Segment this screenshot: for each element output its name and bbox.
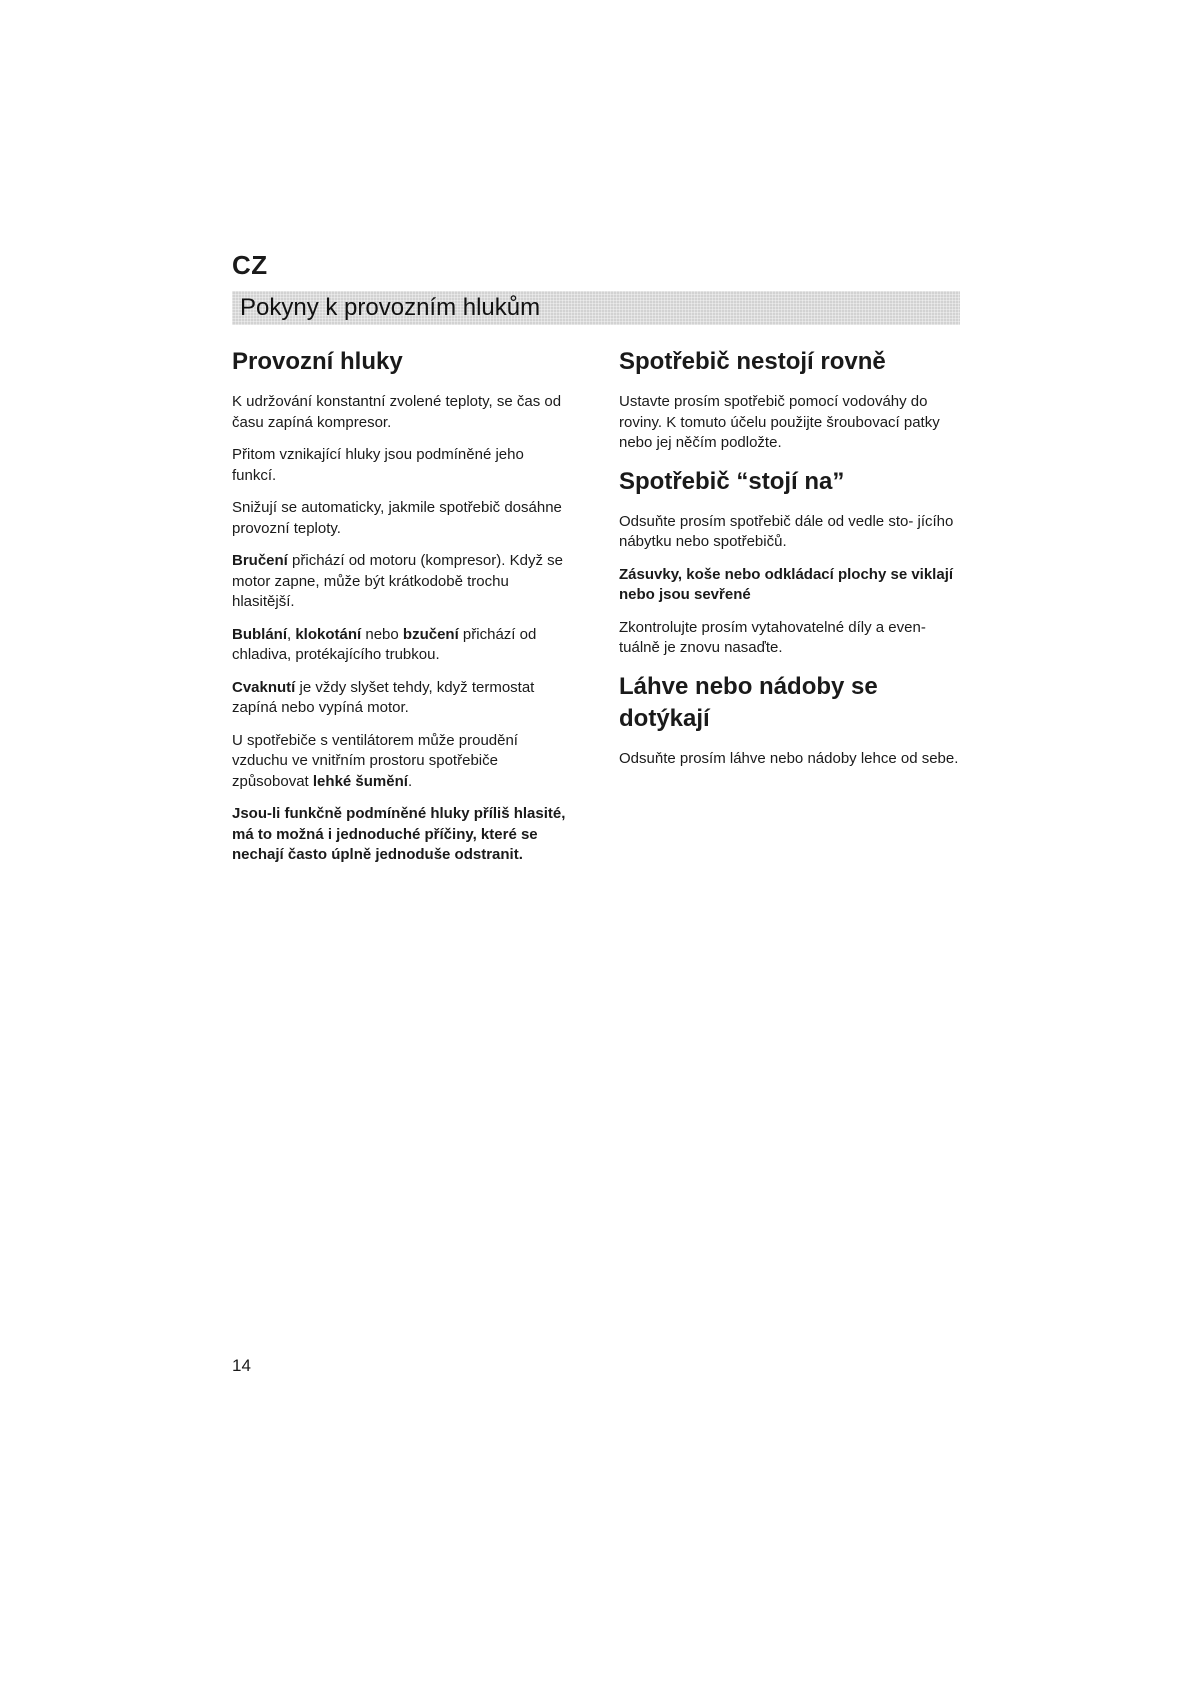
paragraph-cvaknuti	[232, 678, 572, 719]
paragraph-bublani	[232, 625, 572, 666]
term-bruceni: Bručení	[232, 552, 288, 569]
paragraph-text: je vždy slyšet tehdy, když termostat zapíná nebo vypíná motor.	[232, 678, 535, 716]
heading-nestoji-rovne: Spotřebič nestojí rovně	[619, 348, 886, 375]
page-number: 14	[232, 1356, 251, 1375]
separator: ,	[287, 625, 296, 643]
term-lehke-sumeni: lehké šumění	[312, 772, 408, 790]
paragraph: Odsuňte prosím láhve nebo nádoby lehce od sebe.	[619, 749, 959, 767]
language-code: CZ	[232, 250, 268, 280]
paragraph-text: .	[407, 772, 413, 790]
paragraph: Zkontrolujte prosím vytahovatelné díly a even- tuálně je znovu nasaďte.	[619, 618, 926, 656]
section-banner	[232, 291, 960, 325]
term-klokotani: klokotání	[295, 625, 362, 643]
paragraph-text: přichází od chladiva, protékajícího trubkou.	[232, 625, 537, 663]
paragraph: Odsuňte prosím spotřebič dále od vedle sto- jícího nábytku nebo spotřebičů.	[619, 512, 954, 550]
left-column	[232, 346, 572, 878]
paragraph: K udržování konstantní zvolené teploty, se čas od času zapíná kompresor.	[232, 393, 562, 431]
paragraph-bruceni	[232, 551, 572, 613]
paragraph: Přitom vznikající hluky jsou podmíněné jeho funkcí.	[232, 446, 524, 484]
paragraph-note: Jsou-li funkčně podmíněné hluky příliš hlasité, má to možná i jednoduché příčiny, které se nechají často úplně jednoduše odstranit.	[232, 805, 566, 863]
paragraph-text: U spotřebiče s ventilátorem může proudění vzduchu ve vnitřním prostoru spotřebiče způsobovat	[232, 731, 518, 790]
term-bublani: Bublání	[232, 625, 287, 643]
heading-provozni-hluky: Provozní hluky	[232, 348, 403, 375]
heading-lahve: Láhve nebo nádoby se dotýkají	[619, 672, 878, 732]
term-cvaknuti: Cvaknutí	[232, 678, 296, 696]
separator: nebo	[361, 625, 403, 643]
heading-stoji-na: Spotřebič “stojí na”	[619, 467, 845, 495]
section-title: Pokyny k provozním hlukům	[240, 294, 541, 321]
paragraph: Ustavte prosím spotřebič pomocí vodováhy do roviny. K tomuto účelu použijte šroubovací patky nebo jej něčím podložte.	[619, 393, 940, 451]
paragraph-ventilator	[232, 731, 572, 793]
right-column	[619, 346, 964, 781]
term-bzuceni: bzučení	[402, 625, 459, 643]
subheading-zasuvky: Zásuvky, koše nebo odkládací plochy se viklají nebo jsou sevřené	[619, 565, 954, 603]
paragraph: Snižují se automaticky, jakmile spotřebič dosáhne provozní teploty.	[232, 499, 562, 537]
paragraph-text: přichází od motoru (kompresor). Když se motor zapne, může být krátkodobě trochu hlasitější.	[232, 552, 563, 610]
